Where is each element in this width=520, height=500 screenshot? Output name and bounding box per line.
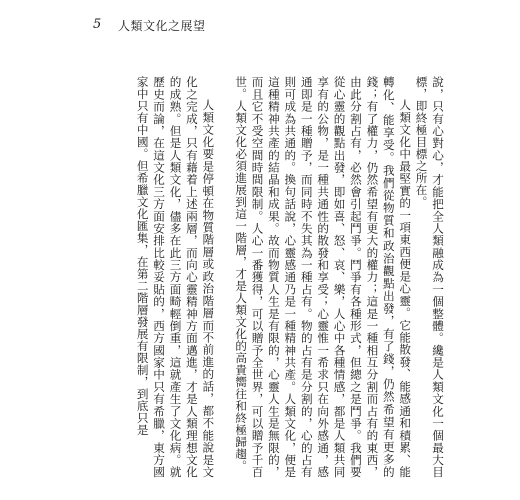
paragraph: 說，只有心對心，才能把全人類融成為一個整體。纔是人類文化一個最大目標，即終極目標之所在。 xyxy=(414,76,445,478)
blank-line xyxy=(216,76,232,478)
paragraph: 人類文化要是停頓在物質階層或政治階層而不前進的話，都不能說是文化之完成，只有藉着上述兩層，而向心靈精神方面邁進，才是人類理想文化的成熟。但是人類文化，儘多在此三方面畸輕倒重，這就產生了文化病。就歷史而論，在這文化三方面安排比較妥貼的，西方國家中只有希臘，東方國家中只有中國。但希臘文化匯集，在第二階層發展有限制，到底只是 xyxy=(135,76,216,478)
paragraph: 人類文化中最堅實的一項東西便是心靈。它能散發、能感通和積累、能轉化、能享受。我們從物質和政治觀點出發，有了錢，仍然希望有更多的錢；有了權力，仍然希望有更大的權力；這是一種相互分割而占有的東西，由此分割占有，必然會引起鬥爭。鬥爭有各種形式，但總之是鬥爭。我們要從心靈的觀點出發，即如喜、怒、哀、樂，人心中各種情感，都是人類共同享有的公物，是一種共通性的散發和享受；心靈惟一希求只在向外感通，感通即是一種贈予，而同時不失其為一種占有。物的占有是分割的，心的占有則可成為共通的。換句話說，心靈感通乃是一種精神共產。人類文化，便是這種精神共產的結晶和成果。故而物質人生是有限的，心靈人生是無限的，而且它不受空間時間限制。人心一番獲得，可以贈予全世界，可以贈予千百世。人類文化必須進展到這一階層，才是人類文化的高貴嚮往和終極歸趨。 xyxy=(234,76,413,478)
page-number: 5 xyxy=(93,17,102,32)
body-text xyxy=(134,76,446,478)
page-header xyxy=(0,16,520,40)
running-title: 人類文化之展望 xyxy=(118,19,206,33)
